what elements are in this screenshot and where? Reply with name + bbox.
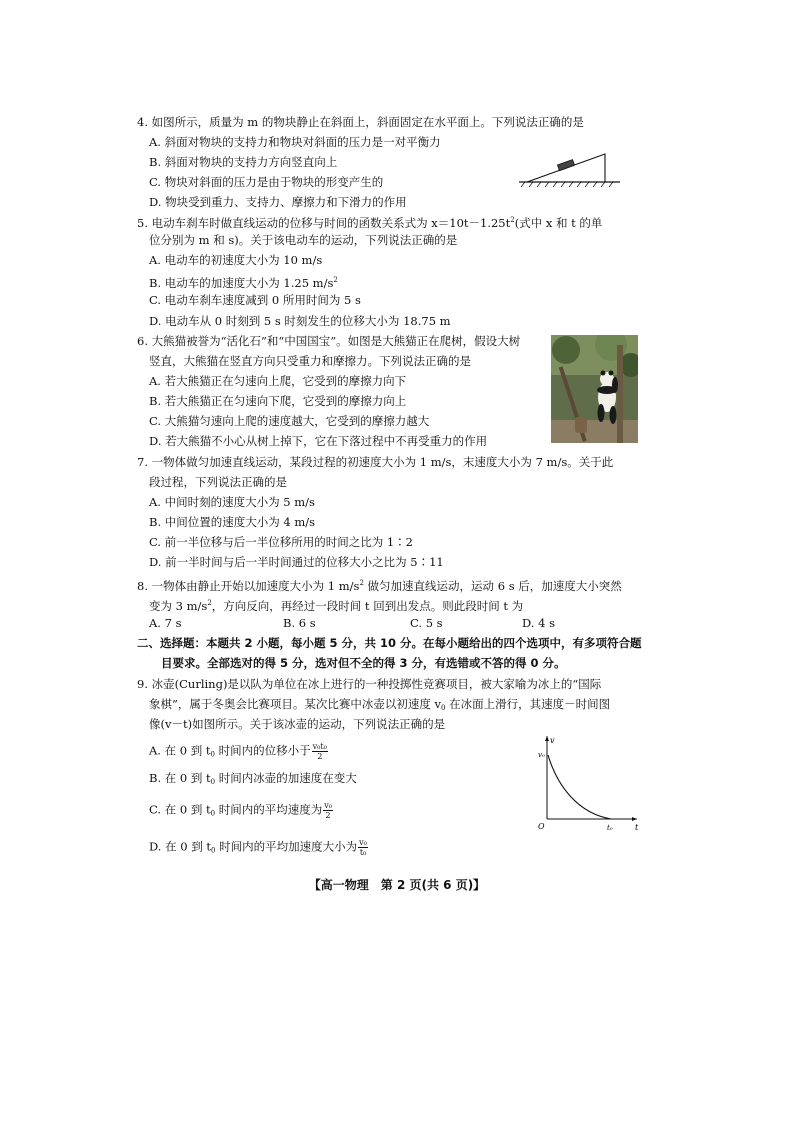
q8-stem-line1 xyxy=(137,575,622,594)
q9-option-b-post: 时间内冰壶的加速度在变大 xyxy=(215,771,357,785)
q7-option-d: D. 前一半时间与后一半时间通过的位移大小之比为 5∶11 xyxy=(149,555,444,569)
q5-stem-line2: 位分别为 m 和 s)。关于该电动车的运动，下列说法正确的是 xyxy=(149,233,458,247)
q5-option-b-text: B. 电动车的加速度大小为 1.25 m/s xyxy=(149,276,334,290)
q8-stem-text-c: 变为 3 m/s xyxy=(149,599,208,613)
q6-option-c: C. 大熊猫匀速向上爬的速度越大，它受到的摩擦力越大 xyxy=(149,414,430,428)
x-axis-arrow xyxy=(632,817,637,821)
q5-stem-sup: 2 xyxy=(510,216,515,224)
q8-option-c: C. 5 s xyxy=(410,616,443,630)
q9-option-d-sub: 0 xyxy=(211,846,216,855)
q9-option-d xyxy=(149,838,368,859)
q4-option-d: D. 物块受到重力、支持力、摩擦力和下滑力的作用 xyxy=(149,195,407,209)
q8-option-d: D. 4 s xyxy=(522,616,555,630)
q7-stem-line2: 段过程，下列说法正确的是 xyxy=(149,475,287,489)
q5-option-b-sup: 2 xyxy=(333,276,338,284)
q9-option-d-pre: D. 在 0 到 t xyxy=(149,839,212,854)
graph-x-label: t xyxy=(635,823,639,832)
q9-option-c-post: 时间内的平均速度为 xyxy=(215,802,323,817)
q4-option-a: A. 斜面对物块的支持力和物块对斜面的压力是一对平衡力 xyxy=(149,135,441,149)
q9-stem-text-b: 在冰面上滑行，其速度－时间图 xyxy=(445,697,611,711)
q6-stem-line1: 6. 大熊猫被誉为“活化石”和“中国国宝”。如图是大熊猫正在爬树，假设大树 xyxy=(137,334,521,348)
q6-option-d: D. 若大熊猫不小心从树上掉下，它在下落过程中不再受重力的作用 xyxy=(149,434,488,448)
graph-t0-label: t₀ xyxy=(607,824,613,832)
q9-stem-text-a: 象棋”，属于冬奥会比赛项目。某次比赛中冰壶以初速度 v xyxy=(149,697,442,711)
q5-stem-line1 xyxy=(137,212,602,231)
block-shape xyxy=(557,160,574,171)
graph-y-label: v xyxy=(550,736,555,745)
q9-option-a-post: 时间内的位移小于 xyxy=(215,743,311,758)
q5-option-d: D. 电动车从 0 时刻到 5 s 时刻发生的位移大小为 18.75 m xyxy=(149,314,451,328)
vt-graph xyxy=(535,733,640,833)
q9-option-d-numerator: v₀ xyxy=(359,838,367,847)
q9-option-b-sub: 0 xyxy=(210,778,216,786)
q5-option-c: C. 电动车刹车速度减到 0 所用时间为 5 s xyxy=(149,293,361,307)
q9-option-b-pre: B. 在 0 到 t xyxy=(149,771,211,785)
q9-option-a-fraction xyxy=(312,742,328,761)
q7-option-a: A. 中间时刻的速度大小为 5 m/s xyxy=(149,495,315,509)
page-footer: 【高一物理 第 2 页(共 6 页)】 xyxy=(308,878,486,892)
q9-option-d-post: 时间内的平均加速度大小为 xyxy=(215,839,358,854)
q9-option-c-sub: 0 xyxy=(210,809,216,818)
q4-option-c: C. 物块对斜面的压力是由于物块的形变产生的 xyxy=(149,175,384,189)
q9-option-a-denominator: 2 xyxy=(317,752,323,761)
q9-option-c-numerator: v₀ xyxy=(324,801,332,810)
graph-v0-label: v₀ xyxy=(538,751,545,759)
q9-option-b xyxy=(149,770,357,790)
q9-stem-line2 xyxy=(149,696,610,716)
q9-option-d-fraction xyxy=(358,838,368,857)
q9-option-c-fraction xyxy=(323,801,333,820)
q9-option-a-sub: 0 xyxy=(210,750,215,759)
q9-stem-sub: 0 xyxy=(441,704,446,712)
q6-option-b: B. 若大熊猫正在匀速向下爬，它受到的摩擦力向上 xyxy=(149,394,407,408)
q9-option-a-numerator: v₀t₀ xyxy=(312,742,327,751)
q9-option-c-denominator: 2 xyxy=(325,811,331,820)
q9-option-d-denominator: t₀ xyxy=(359,848,367,857)
q6-option-a: A. 若大熊猫正在匀速向上爬，它受到的摩擦力向下 xyxy=(149,374,407,388)
q7-option-b: B. 中间位置的速度大小为 4 m/s xyxy=(149,515,316,529)
incline-figure xyxy=(517,148,622,188)
q6-stem-line2: 竖直，大熊猫在竖直方向只受重力和摩擦力。下列说法正确的是 xyxy=(149,354,471,368)
q8-stem-sup2: 2 xyxy=(207,599,212,607)
q7-option-c: C. 前一半位移与后一半位移所用的时间之比为 1∶2 xyxy=(149,535,413,549)
q9-stem-line3: 像(v－t)如图所示。关于该冰壶的运动，下列说法正确的是 xyxy=(149,717,446,731)
q9-stem-line1: 9. 冰壶(Curling)是以队为单位在冰上进行的一种投掷性竞赛项目，被大家喻为冰上的“国际 xyxy=(137,677,602,691)
q9-option-a-pre: A. 在 0 到 t xyxy=(149,743,211,758)
q8-stem-line2 xyxy=(149,595,523,614)
q8-option-a: A. 7 s xyxy=(149,616,182,630)
section2-heading-line1: 二、选择题：本题共 2 小题，每小题 5 分，共 10 分。在每小题给出的四个选项中，有多项符合题 xyxy=(137,636,642,650)
q9-option-c-pre: C. 在 0 到 t xyxy=(149,802,211,817)
graph-origin-label: O xyxy=(538,822,545,831)
y-axis-arrow xyxy=(545,736,549,741)
q5-option-b xyxy=(149,272,338,291)
q8-stem-text-b: 做匀加速直线运动，运动 6 s 后，加速度大小突然 xyxy=(363,579,622,593)
q9-option-a xyxy=(149,742,328,763)
q5-stem-text-a: 5. 电动车刹车时做直线运动的位移与时间的函数关系式为 x＝10t－1.25t xyxy=(137,216,511,230)
q8-stem-text-a: 8. 一物体由静止开始以加速度大小为 1 m/s xyxy=(137,579,360,593)
q4-stem: 4. 如图所示，质量为 m 的物块静止在斜面上，斜面固定在水平面上。下列说法正确的是 xyxy=(137,115,584,129)
q9-option-c xyxy=(149,801,333,822)
section2-heading-line2: 目要求。全部选对的得 5 分，选对但不全的得 3 分，有选错或不答的得 0 分。 xyxy=(161,656,566,670)
q5-stem-text-b: (式中 x 和 t 的单 xyxy=(514,216,603,230)
q5-option-a: A. 电动车的初速度大小为 10 m/s xyxy=(149,253,323,267)
q8-stem-text-d: ，方向反向，再经过一段时间 t 回到出发点。则此段时间 t 为 xyxy=(211,599,524,613)
q8-option-b: B. 6 s xyxy=(283,616,316,630)
q8-stem-sup1: 2 xyxy=(359,579,364,587)
velocity-curve xyxy=(548,755,611,819)
panda-photo xyxy=(551,335,638,443)
q7-stem-line1: 7. 一物体做匀加速直线运动，某段过程的初速度大小为 1 m/s，末速度大小为 7 m/s。关于此 xyxy=(137,455,614,469)
q4-option-b: B. 斜面对物块的支持力方向竖直向上 xyxy=(149,155,338,169)
